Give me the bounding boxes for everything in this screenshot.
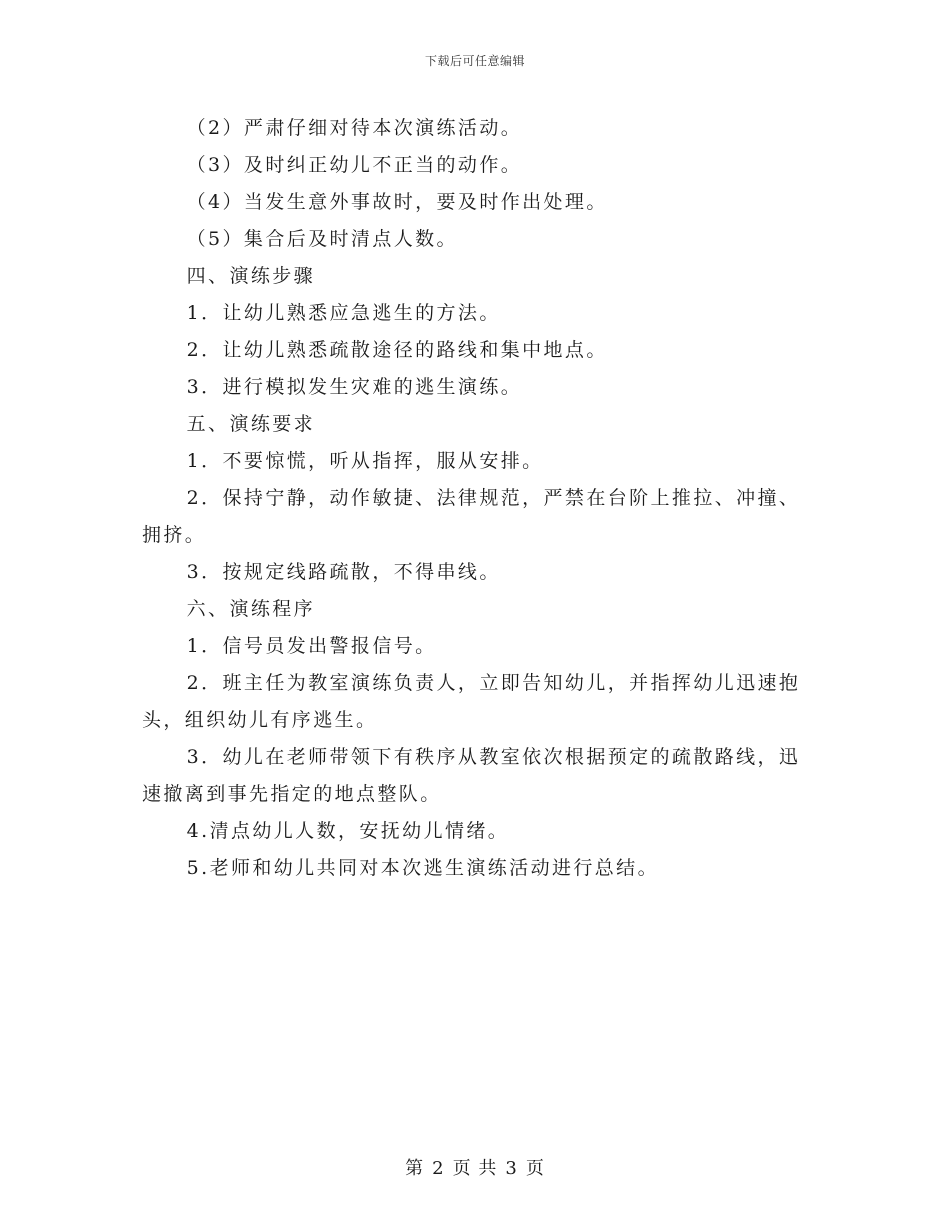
- list-item: 4.清点幼儿人数，安抚幼儿情绪。: [186, 820, 510, 842]
- list-item: 3．进行模拟发生灾难的逃生演练。: [186, 376, 523, 398]
- list-item: 1．让幼儿熟悉应急逃生的方法。: [186, 302, 501, 324]
- list-item: 1．不要惊慌，听从指挥，服从安排。: [186, 450, 544, 472]
- footer-middle: 页 共: [452, 1158, 498, 1179]
- list-item: （4）当发生意外事故时，要及时作出处理。: [186, 191, 608, 213]
- section-heading: 五、演练要求: [186, 413, 316, 435]
- section-heading: 六、演练程序: [186, 598, 316, 620]
- list-item: （5）集合后及时清点人数。: [186, 228, 458, 250]
- total-pages-number: 3: [505, 1158, 518, 1179]
- list-item: 3．幼儿在老师带领下有秩序从教室依次根据预定的疏散路线，迅速撤离到事先指定的地点整队。: [142, 746, 801, 805]
- list-item: （2）严肃仔细对待本次演练活动。: [186, 117, 523, 139]
- list-item: （3）及时纠正幼儿不正当的动作。: [186, 154, 523, 176]
- list-item: 3．按规定线路疏散，不得串线。: [186, 561, 501, 583]
- page-footer: [0, 1154, 950, 1180]
- document-body: [142, 110, 808, 887]
- list-item: 2．让幼儿熟悉疏散途径的路线和集中地点。: [186, 339, 608, 361]
- page-header: 下载后可任意编辑: [424, 54, 525, 68]
- list-item: 2．保持宁静，动作敏捷、法律规范，严禁在台阶上推拉、冲撞、拥挤。: [142, 487, 801, 546]
- footer-prefix: 第: [405, 1158, 425, 1179]
- current-page-number: 2: [432, 1158, 445, 1179]
- list-item: 2．班主任为教室演练负责人，立即告知幼儿，并指挥幼儿迅速抱头，组织幼儿有序逃生。: [142, 672, 801, 731]
- section-heading: 四、演练步骤: [186, 265, 316, 287]
- list-item: 5.老师和幼儿共同对本次逃生演练活动进行总结。: [186, 857, 659, 879]
- list-item: 1．信号员发出警报信号。: [186, 635, 437, 657]
- footer-suffix: 页: [525, 1158, 545, 1179]
